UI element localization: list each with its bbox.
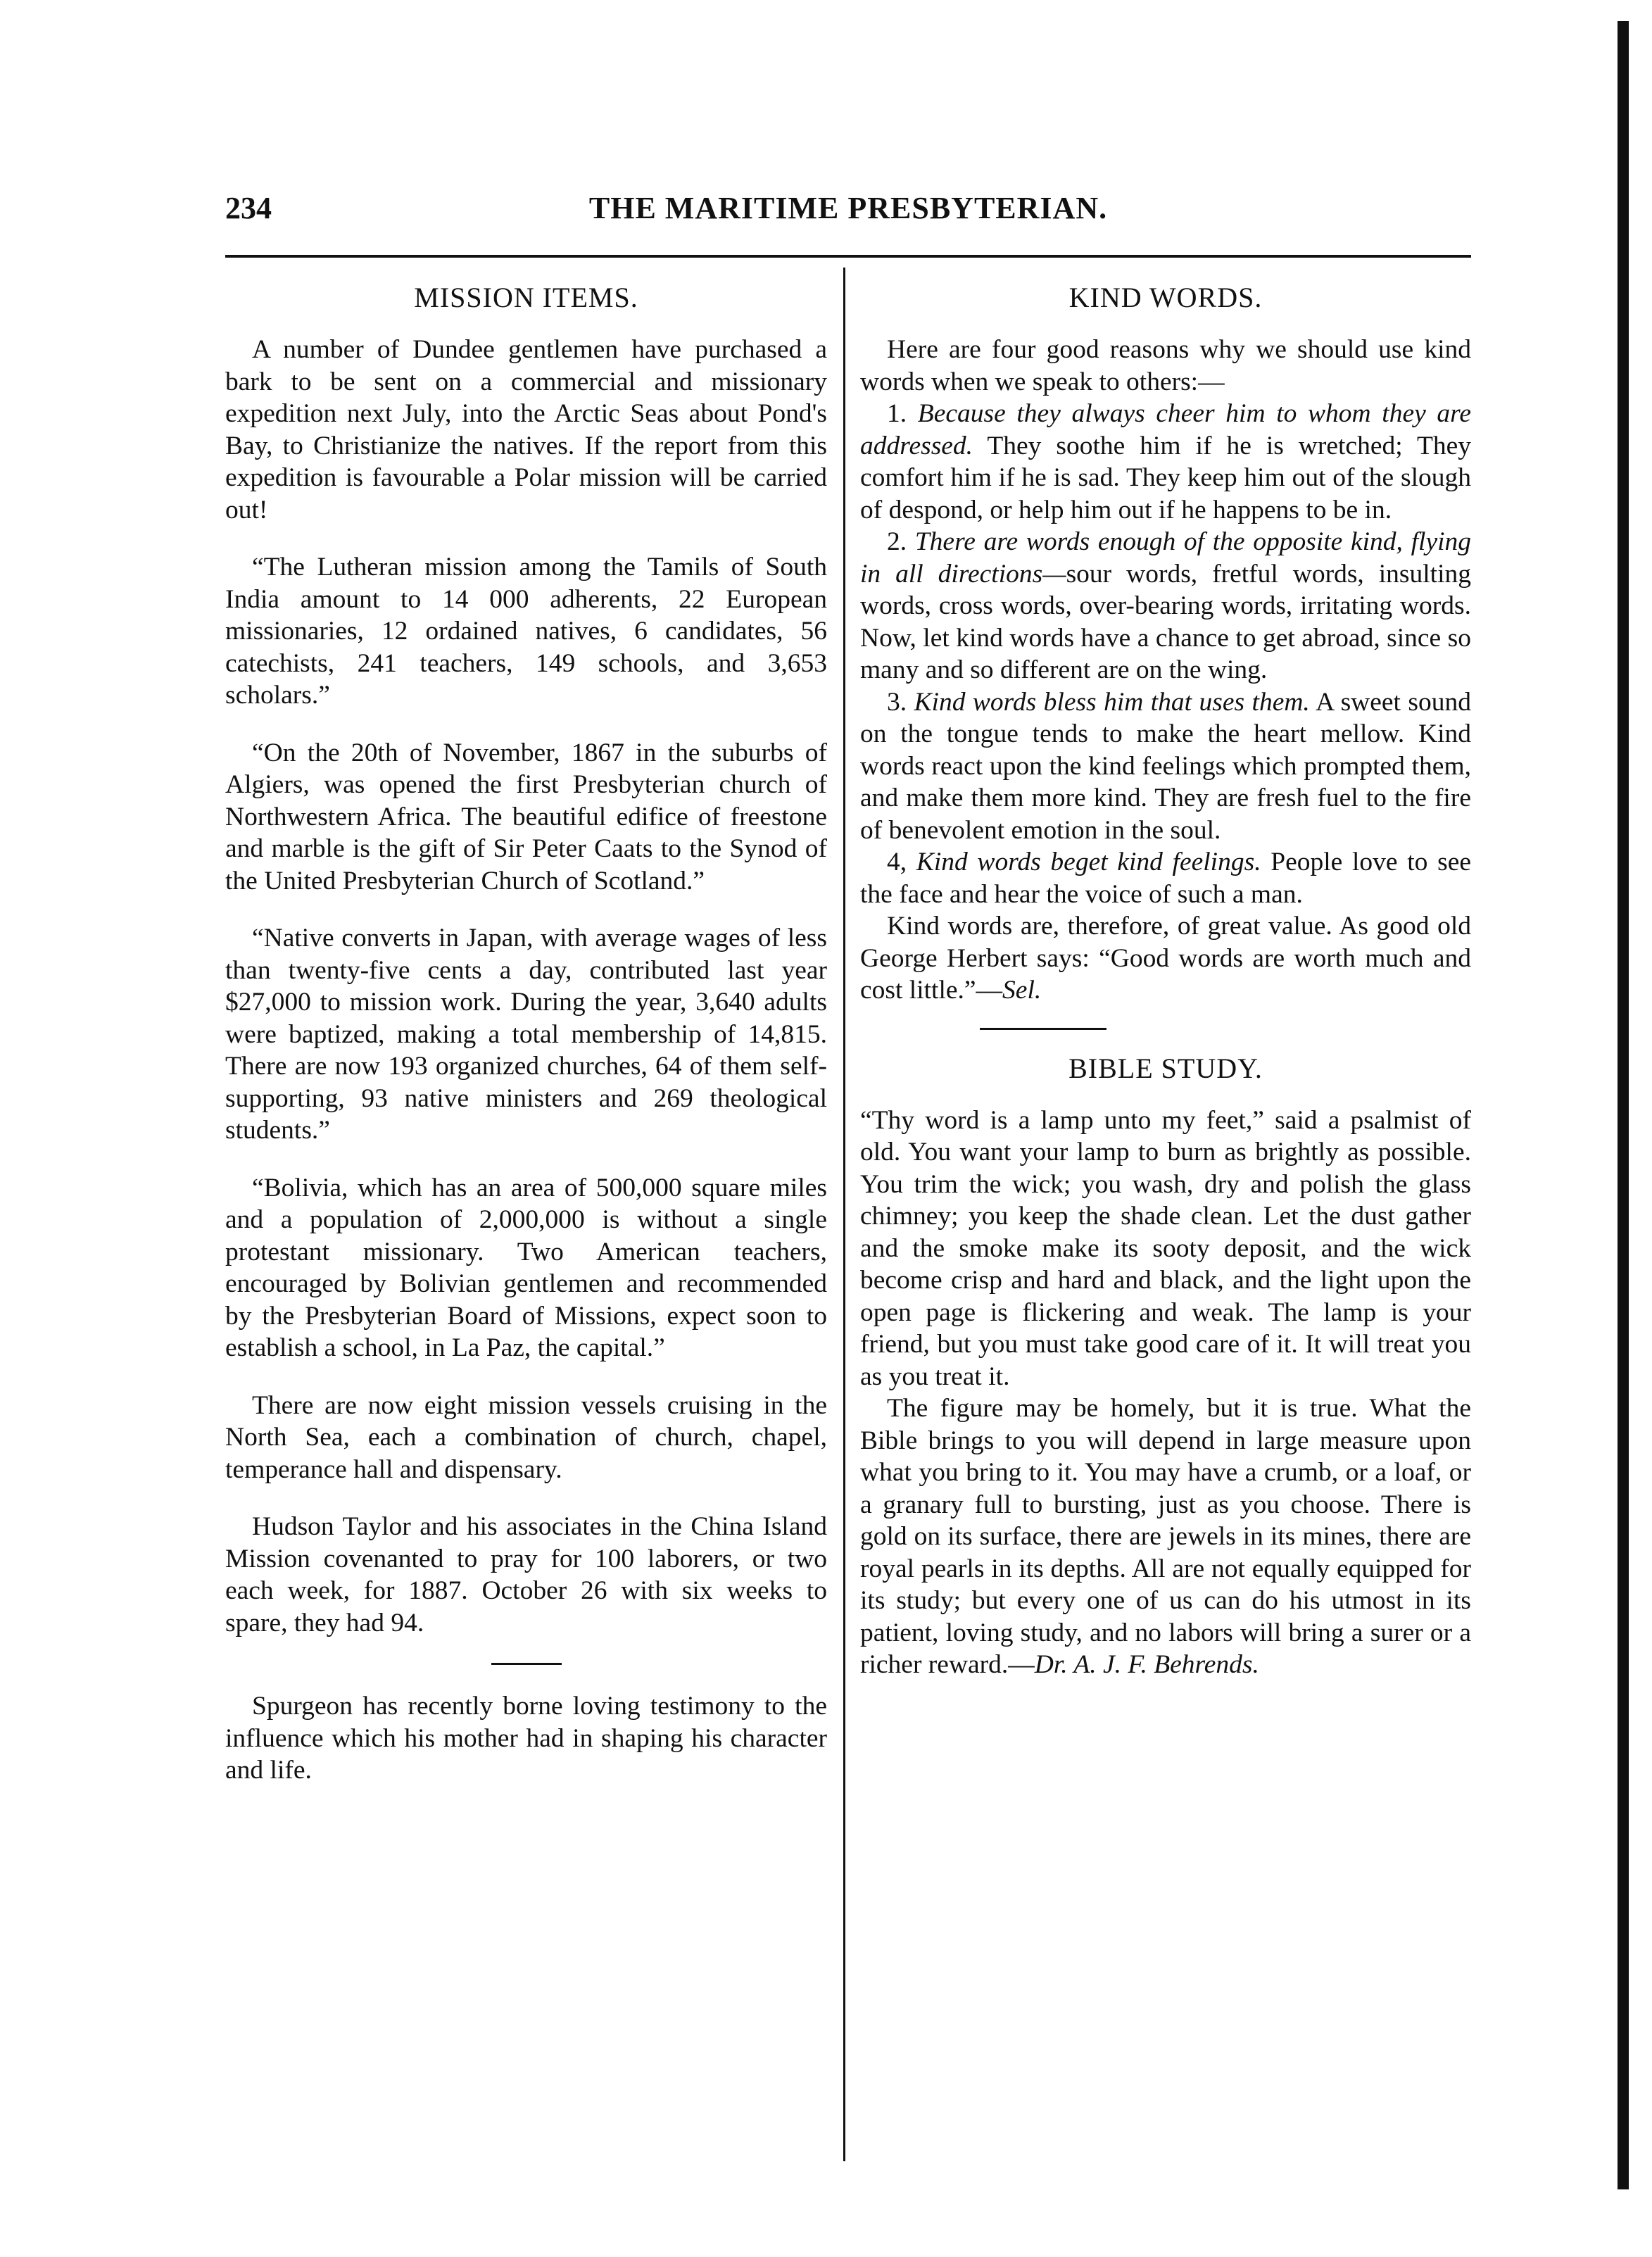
kind-words-reason-3 bbox=[860, 686, 1471, 847]
kind-words-reason-1 bbox=[860, 398, 1471, 526]
reason-number: 2. bbox=[887, 527, 907, 556]
mission-items-heading: MISSION ITEMS. bbox=[414, 282, 638, 313]
kind-words-heading: KIND WORDS. bbox=[1068, 282, 1263, 313]
bible-study-text: The figure may be homely, but it is true. What the Bible brings to you will depend in large measure upon what you bring to it. You may have a crumb, or a loaf, or a granary full to bursting, just as you choose. There is gold on its surface, there are jewels in its mines, there are royal pearls in its depths. All are not equally equipped for its study; but every one of us can do his utmost in its patient, loving study, and no labors will bring a surer or a richer reward.— bbox=[860, 1394, 1471, 1679]
reason-text: People love to see the face and hear the voice of such a man. bbox=[860, 848, 1471, 909]
reason-text: A sweet sound on the tongue tends to make the heart mellow. Kind words react upon the kind feelings which prompted them, and make them more kind. They are fresh fuel to the fire of benevolent emotion in the soul. bbox=[860, 687, 1471, 845]
section-rule bbox=[980, 1028, 1106, 1030]
mission-item: There are now eight mission vessels cruising in the North Sea, each a combination of church, chapel, temperance hall and dispensary. bbox=[225, 1390, 827, 1484]
reason-text: They soothe him if he is wretched; They comfort him if he is sad. They keep him out of the slough of despond, or help him out if he happens to be in. bbox=[860, 431, 1471, 524]
reason-number: 3. bbox=[887, 687, 907, 717]
column-divider bbox=[843, 268, 845, 2161]
bible-study-heading: BIBLE STUDY. bbox=[1068, 1052, 1263, 1084]
reason-emphasis: Kind words bless him that uses them. bbox=[914, 687, 1310, 717]
closing-signature: Sel. bbox=[1002, 976, 1042, 1005]
mission-item: “The Lutheran mission among the Tamils of South India amount to 14 000 adherents, 22 European missionaries, 12 ordained natives, 6 candidates, 56 catechists, 241 teachers, 149 schools, and 3,653 scholars.” bbox=[225, 553, 827, 710]
publication-title: THE MARITIME PRESBYTERIAN. bbox=[588, 191, 1108, 225]
reason-number: 1. bbox=[887, 399, 907, 428]
right-column bbox=[860, 280, 1471, 1681]
reason-emphasis: Kind words beget kind feelings. bbox=[916, 848, 1261, 876]
page-number: 234 bbox=[225, 191, 272, 225]
mission-item: Hudson Taylor and his associates in the China Island Mission covenanted to pray for 100 laborers, or two each week, for 1887. October 26 with six weeks to spare, they had 94. bbox=[225, 1512, 827, 1637]
closing-text: Kind words are, therefore, of great value. As good old George Herbert says: “Good words are worth much and cost little.”— bbox=[860, 912, 1471, 1005]
kind-words-intro: Here are four good reasons why we should use kind words when we speak to others:— bbox=[860, 335, 1471, 396]
left-column bbox=[225, 280, 827, 1787]
kind-words-reason-4 bbox=[860, 846, 1471, 910]
spurgeon-note: Spurgeon has recently borne loving testimony to the influence which his mother had in shaping his character and life. bbox=[225, 1692, 827, 1785]
page-edge-bar bbox=[1618, 21, 1629, 2189]
mission-item: “On the 20th of November, 1867 in the suburbs of Algiers, was opened the first Presbyterian church of Northwestern Africa. The beautiful edifice of freestone and marble is the gift of Sir Peter Caats to the Synod of the United Presbyterian Church of Scotland.” bbox=[225, 738, 827, 895]
reason-text: sour words, fretful words, insulting words, cross words, over-bearing words, irritating words. Now, let kind words have a chance to get abroad, since so many and so different are on the wing. bbox=[860, 559, 1471, 684]
reason-emphasis: Because they always cheer him to whom they are addressed. bbox=[860, 399, 1472, 460]
mission-item: “Native converts in Japan, with average wages of less than twenty-five cents a day, contributed last year $27,000 to mission work. During the year, 3,640 adults were baptized, making a total membership of 14,815. There are now 193 organized churches, 64 of them self-supporting, 93 native ministers and 269 theological students.” bbox=[225, 924, 827, 1145]
author-signature: Dr. A. J. F. Behrends. bbox=[1034, 1650, 1259, 1679]
reason-number: 4, bbox=[887, 848, 907, 876]
mission-item: A number of Dundee gentlemen have purchased a bark to be sent on a commercial and missionary expedition next July, into the Arctic Seas about Pond's Bay, to Christianize the natives. If the report from this expedition is favourable a Polar mission will be carried out! bbox=[225, 335, 827, 524]
reason-emphasis: There are words enough of the opposite kind, flying in all directions— bbox=[860, 527, 1472, 589]
page-header bbox=[225, 190, 1471, 246]
section-rule bbox=[491, 1663, 562, 1665]
mission-item: “Bolivia, which has an area of 500,000 square miles and a population of 2,000,000 is without a single protestant missionary. Two American teachers, encouraged by Bolivian gentlemen and recommended by the Presbyterian Board of Missions, expect soon to establish a school, in La Paz, the capital.” bbox=[225, 1173, 827, 1362]
kind-words-closing bbox=[860, 910, 1471, 1007]
header-rule bbox=[225, 255, 1471, 258]
bible-study-paragraph bbox=[860, 1392, 1471, 1681]
kind-words-reason-2 bbox=[860, 526, 1471, 686]
bible-study-paragraph: “Thy word is a lamp unto my feet,” said a psalmist of old. You want your lamp to burn as brightly as possible. You trim the wick; you wash, dry and polish the glass chimney; you keep the shade clean. Let the dust gather and the smoke make its sooty deposit, and the wick become crisp and hard and black, and the light upon the open page is flickering and weak. The lamp is your friend, but you must take good care of it. It will treat you as you treat it. bbox=[860, 1105, 1471, 1391]
